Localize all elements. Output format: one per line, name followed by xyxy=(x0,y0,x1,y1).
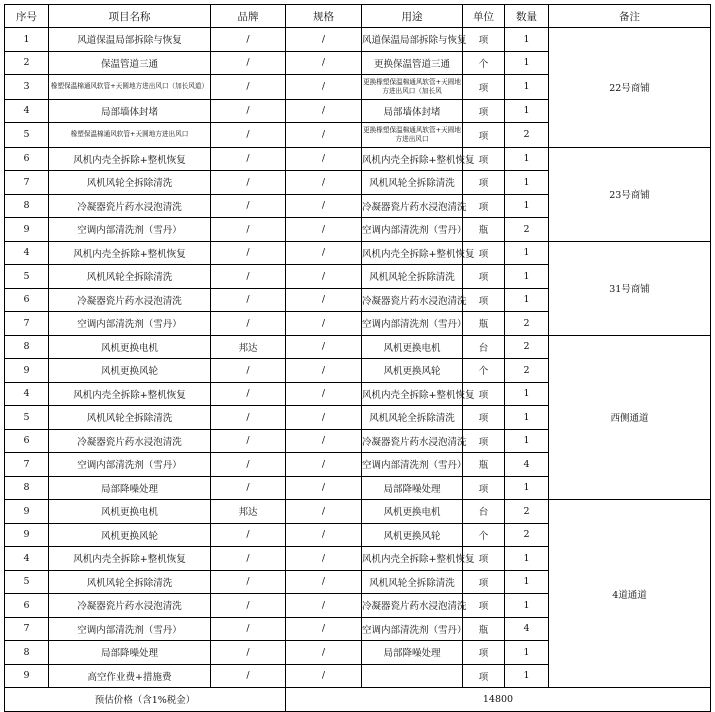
item-name-cell: 局部降噪处理 xyxy=(49,476,211,500)
quantity-cell: 1 xyxy=(505,241,549,265)
item-name-cell: 冷凝器瓷片药水浸泡清洗 xyxy=(49,194,211,218)
usage-cell: 更换保温管道三通 xyxy=(362,51,463,75)
usage-cell xyxy=(362,664,463,688)
row-no-cell: 9 xyxy=(5,359,49,383)
row-no-cell: 4 xyxy=(5,99,49,123)
quantity-cell: 2 xyxy=(505,523,549,547)
brand-cell: / xyxy=(211,75,286,100)
row-no-cell: 9 xyxy=(5,218,49,242)
spec-cell: / xyxy=(286,123,362,148)
remark-group-cell: 4道通道 xyxy=(549,500,711,688)
usage-cell: 冷凝器瓷片药水浸泡清洗 xyxy=(362,594,463,618)
usage-cell: 风机风轮全拆除清洗 xyxy=(362,570,463,594)
brand-cell: / xyxy=(211,523,286,547)
item-name-cell: 风道保温局部拆除与恢复 xyxy=(49,28,211,52)
quantity-cell: 1 xyxy=(505,51,549,75)
unit-cell: 台 xyxy=(463,500,505,524)
usage-cell: 风机风轮全拆除清洗 xyxy=(362,265,463,289)
header-qty: 数量 xyxy=(505,5,549,28)
quantity-cell: 4 xyxy=(505,617,549,641)
brand-cell: / xyxy=(211,570,286,594)
item-name-cell: 风机内壳全拆除+整机恢复 xyxy=(49,547,211,571)
header-spec: 规格 xyxy=(286,5,362,28)
item-name-cell: 风机风轮全拆除清洗 xyxy=(49,171,211,195)
quantity-cell: 1 xyxy=(505,265,549,289)
brand-cell: / xyxy=(211,476,286,500)
brand-cell: / xyxy=(211,429,286,453)
quantity-cell: 2 xyxy=(505,359,549,383)
row-no-cell: 4 xyxy=(5,382,49,406)
unit-cell: 项 xyxy=(463,547,505,571)
remark-group-cell: 22号商铺 xyxy=(549,28,711,148)
item-name-cell: 高空作业费+措施费 xyxy=(49,664,211,688)
spec-cell: / xyxy=(286,406,362,430)
spec-cell: / xyxy=(286,335,362,359)
unit-cell: 项 xyxy=(463,147,505,171)
usage-cell: 风机内壳全拆除+整机恢复 xyxy=(362,382,463,406)
spec-cell: / xyxy=(286,453,362,477)
estimated-price-value: 14800 xyxy=(286,688,711,712)
table-row xyxy=(5,241,711,265)
brand-cell: / xyxy=(211,99,286,123)
header-brand: 品牌 xyxy=(211,5,286,28)
quantity-cell: 2 xyxy=(505,500,549,524)
spec-cell: / xyxy=(286,312,362,336)
usage-cell: 风机风轮全拆除清洗 xyxy=(362,406,463,430)
item-name-cell: 局部降噪处理 xyxy=(49,641,211,665)
unit-cell: 瓶 xyxy=(463,312,505,336)
quantity-cell: 1 xyxy=(505,641,549,665)
row-no-cell: 3 xyxy=(5,75,49,100)
brand-cell: / xyxy=(211,594,286,618)
brand-cell: / xyxy=(211,406,286,430)
quantity-cell: 1 xyxy=(505,570,549,594)
usage-cell: 冷凝器瓷片药水浸泡清洗 xyxy=(362,288,463,312)
item-name-cell: 风机风轮全拆除清洗 xyxy=(49,570,211,594)
quantity-cell: 2 xyxy=(505,335,549,359)
spec-cell: / xyxy=(286,99,362,123)
item-name-cell: 风机内壳全拆除+整机恢复 xyxy=(49,147,211,171)
usage-cell: 风机更换电机 xyxy=(362,335,463,359)
row-no-cell: 6 xyxy=(5,147,49,171)
row-no-cell: 6 xyxy=(5,429,49,453)
usage-cell: 风机更换电机 xyxy=(362,500,463,524)
spec-cell: / xyxy=(286,570,362,594)
spec-cell: / xyxy=(286,28,362,52)
quantity-cell: 2 xyxy=(505,312,549,336)
quantity-cell: 1 xyxy=(505,476,549,500)
unit-cell: 项 xyxy=(463,288,505,312)
unit-cell: 项 xyxy=(463,265,505,289)
usage-cell: 风机内壳全拆除+整机恢复 xyxy=(362,547,463,571)
remark-group-cell: 31号商铺 xyxy=(549,241,711,335)
spec-cell: / xyxy=(286,359,362,383)
item-name-cell: 风机风轮全拆除清洗 xyxy=(49,406,211,430)
spec-cell: / xyxy=(286,641,362,665)
unit-cell: 项 xyxy=(463,641,505,665)
row-no-cell: 8 xyxy=(5,335,49,359)
header-row xyxy=(5,5,711,28)
usage-cell: 冷凝器瓷片药水浸泡清洗 xyxy=(362,429,463,453)
unit-cell: 瓶 xyxy=(463,218,505,242)
spec-cell: / xyxy=(286,476,362,500)
row-no-cell: 4 xyxy=(5,547,49,571)
brand-cell: / xyxy=(211,664,286,688)
unit-cell: 瓶 xyxy=(463,453,505,477)
brand-cell: / xyxy=(211,218,286,242)
unit-cell: 瓶 xyxy=(463,617,505,641)
row-no-cell: 8 xyxy=(5,641,49,665)
item-name-cell: 风机风轮全拆除清洗 xyxy=(49,265,211,289)
usage-cell: 风机更换风轮 xyxy=(362,359,463,383)
usage-cell: 更换橡塑保温棉通风软管+天圆地方进出风口（加长风 xyxy=(362,75,463,100)
brand-cell: / xyxy=(211,382,286,406)
brand-cell: / xyxy=(211,123,286,148)
brand-cell: / xyxy=(211,359,286,383)
spec-cell: / xyxy=(286,429,362,453)
brand-cell: / xyxy=(211,547,286,571)
quantity-cell: 2 xyxy=(505,218,549,242)
quantity-cell: 1 xyxy=(505,28,549,52)
spec-cell: / xyxy=(286,594,362,618)
item-name-cell: 橡塑保温棉通风软管+天圆地方进出风口（加长风道） xyxy=(49,75,211,100)
quantity-cell: 1 xyxy=(505,594,549,618)
quantity-cell: 1 xyxy=(505,664,549,688)
spec-cell: / xyxy=(286,265,362,289)
quantity-cell: 1 xyxy=(505,171,549,195)
spec-cell: / xyxy=(286,218,362,242)
spec-cell: / xyxy=(286,288,362,312)
estimated-price-label: 预估价格（含1%税金） xyxy=(5,688,286,712)
brand-cell: / xyxy=(211,617,286,641)
unit-cell: 个 xyxy=(463,359,505,383)
brand-cell: / xyxy=(211,265,286,289)
unit-cell: 项 xyxy=(463,570,505,594)
spec-cell: / xyxy=(286,382,362,406)
unit-cell: 台 xyxy=(463,335,505,359)
unit-cell: 项 xyxy=(463,123,505,148)
unit-cell: 项 xyxy=(463,664,505,688)
unit-cell: 个 xyxy=(463,51,505,75)
unit-cell: 项 xyxy=(463,28,505,52)
brand-cell: 邦达 xyxy=(211,500,286,524)
header-name: 项目名称 xyxy=(49,5,211,28)
quantity-cell: 1 xyxy=(505,75,549,100)
item-name-cell: 空调内部清洗剂（雪丹） xyxy=(49,453,211,477)
quantity-cell: 1 xyxy=(505,382,549,406)
unit-cell: 项 xyxy=(463,406,505,430)
row-no-cell: 6 xyxy=(5,288,49,312)
table-row xyxy=(5,147,711,171)
item-name-cell: 局部墙体封堵 xyxy=(49,99,211,123)
unit-cell: 项 xyxy=(463,171,505,195)
quantity-cell: 1 xyxy=(505,547,549,571)
usage-cell: 局部降噪处理 xyxy=(362,641,463,665)
brand-cell: / xyxy=(211,312,286,336)
usage-cell: 空调内部清洗剂（雪丹） xyxy=(362,617,463,641)
spec-cell: / xyxy=(286,547,362,571)
usage-cell: 空调内部清洗剂（雪丹） xyxy=(362,312,463,336)
unit-cell: 项 xyxy=(463,75,505,100)
spec-cell: / xyxy=(286,75,362,100)
unit-cell: 项 xyxy=(463,194,505,218)
table-row xyxy=(5,28,711,52)
spec-cell: / xyxy=(286,241,362,265)
brand-cell: / xyxy=(211,641,286,665)
quantity-cell: 4 xyxy=(505,453,549,477)
quantity-cell: 2 xyxy=(505,123,549,148)
item-name-cell: 冷凝器瓷片药水浸泡清洗 xyxy=(49,429,211,453)
usage-cell: 风机更换风轮 xyxy=(362,523,463,547)
usage-cell: 局部降噪处理 xyxy=(362,476,463,500)
row-no-cell: 5 xyxy=(5,570,49,594)
header-remark: 备注 xyxy=(549,5,711,28)
brand-cell: / xyxy=(211,28,286,52)
usage-cell: 风机风轮全拆除清洗 xyxy=(362,171,463,195)
brand-cell: 邦达 xyxy=(211,335,286,359)
unit-cell: 项 xyxy=(463,476,505,500)
spec-cell: / xyxy=(286,500,362,524)
spec-cell: / xyxy=(286,51,362,75)
quantity-cell: 1 xyxy=(505,194,549,218)
row-no-cell: 8 xyxy=(5,476,49,500)
remark-group-cell: 23号商铺 xyxy=(549,147,711,241)
item-name-cell: 风机内壳全拆除+整机恢复 xyxy=(49,382,211,406)
unit-cell: 项 xyxy=(463,382,505,406)
brand-cell: / xyxy=(211,453,286,477)
item-name-cell: 冷凝器瓷片药水浸泡清洗 xyxy=(49,594,211,618)
row-no-cell: 7 xyxy=(5,312,49,336)
row-no-cell: 5 xyxy=(5,406,49,430)
quantity-cell: 1 xyxy=(505,406,549,430)
item-name-cell: 风机更换电机 xyxy=(49,335,211,359)
item-name-cell: 风机更换电机 xyxy=(49,500,211,524)
row-no-cell: 9 xyxy=(5,523,49,547)
usage-cell: 冷凝器瓷片药水浸泡清洗 xyxy=(362,194,463,218)
item-name-cell: 风机更换风轮 xyxy=(49,523,211,547)
item-name-cell: 风机内壳全拆除+整机恢复 xyxy=(49,241,211,265)
usage-cell: 更换橡塑保温棉通风软管+天圆地方进出风口 xyxy=(362,123,463,148)
row-no-cell: 1 xyxy=(5,28,49,52)
spec-cell: / xyxy=(286,147,362,171)
row-no-cell: 8 xyxy=(5,194,49,218)
item-name-cell: 空调内部清洗剂（雪丹） xyxy=(49,312,211,336)
row-no-cell: 6 xyxy=(5,594,49,618)
row-no-cell: 7 xyxy=(5,171,49,195)
row-no-cell: 5 xyxy=(5,123,49,148)
spec-cell: / xyxy=(286,194,362,218)
spec-cell: / xyxy=(286,171,362,195)
quotation-table xyxy=(4,4,711,712)
quantity-cell: 1 xyxy=(505,288,549,312)
unit-cell: 项 xyxy=(463,429,505,453)
usage-cell: 风机内壳全拆除+整机恢复 xyxy=(362,241,463,265)
brand-cell: / xyxy=(211,171,286,195)
table-row xyxy=(5,335,711,359)
unit-cell: 项 xyxy=(463,241,505,265)
header-use: 用途 xyxy=(362,5,463,28)
quantity-cell: 1 xyxy=(505,99,549,123)
row-no-cell: 7 xyxy=(5,617,49,641)
row-no-cell: 4 xyxy=(5,241,49,265)
table-row xyxy=(5,500,711,524)
brand-cell: / xyxy=(211,241,286,265)
usage-cell: 空调内部清洗剂（雪丹） xyxy=(362,218,463,242)
footer-row xyxy=(5,688,711,712)
brand-cell: / xyxy=(211,194,286,218)
unit-cell: 个 xyxy=(463,523,505,547)
usage-cell: 风道保温局部拆除与恢复 xyxy=(362,28,463,52)
row-no-cell: 7 xyxy=(5,453,49,477)
row-no-cell: 9 xyxy=(5,664,49,688)
unit-cell: 项 xyxy=(463,594,505,618)
spec-cell: / xyxy=(286,523,362,547)
row-no-cell: 2 xyxy=(5,51,49,75)
header-no: 序号 xyxy=(5,5,49,28)
table-body xyxy=(5,28,711,712)
usage-cell: 空调内部清洗剂（雪丹） xyxy=(362,453,463,477)
usage-cell: 局部墙体封堵 xyxy=(362,99,463,123)
quantity-cell: 1 xyxy=(505,429,549,453)
item-name-cell: 空调内部清洗剂（雪丹） xyxy=(49,617,211,641)
quantity-cell: 1 xyxy=(505,147,549,171)
remark-group-cell: 西侧通道 xyxy=(549,335,711,500)
usage-cell: 风机内壳全拆除+整机恢复 xyxy=(362,147,463,171)
item-name-cell: 风机更换风轮 xyxy=(49,359,211,383)
item-name-cell: 冷凝器瓷片药水浸泡清洗 xyxy=(49,288,211,312)
item-name-cell: 橡塑保温棉通风软管+天圆地方进出风口 xyxy=(49,123,211,148)
brand-cell: / xyxy=(211,51,286,75)
spec-cell: / xyxy=(286,617,362,641)
row-no-cell: 5 xyxy=(5,265,49,289)
spec-cell: / xyxy=(286,664,362,688)
item-name-cell: 空调内部清洗剂（雪丹） xyxy=(49,218,211,242)
unit-cell: 项 xyxy=(463,99,505,123)
brand-cell: / xyxy=(211,288,286,312)
header-unit: 单位 xyxy=(463,5,505,28)
item-name-cell: 保温管道三通 xyxy=(49,51,211,75)
brand-cell: / xyxy=(211,147,286,171)
row-no-cell: 9 xyxy=(5,500,49,524)
